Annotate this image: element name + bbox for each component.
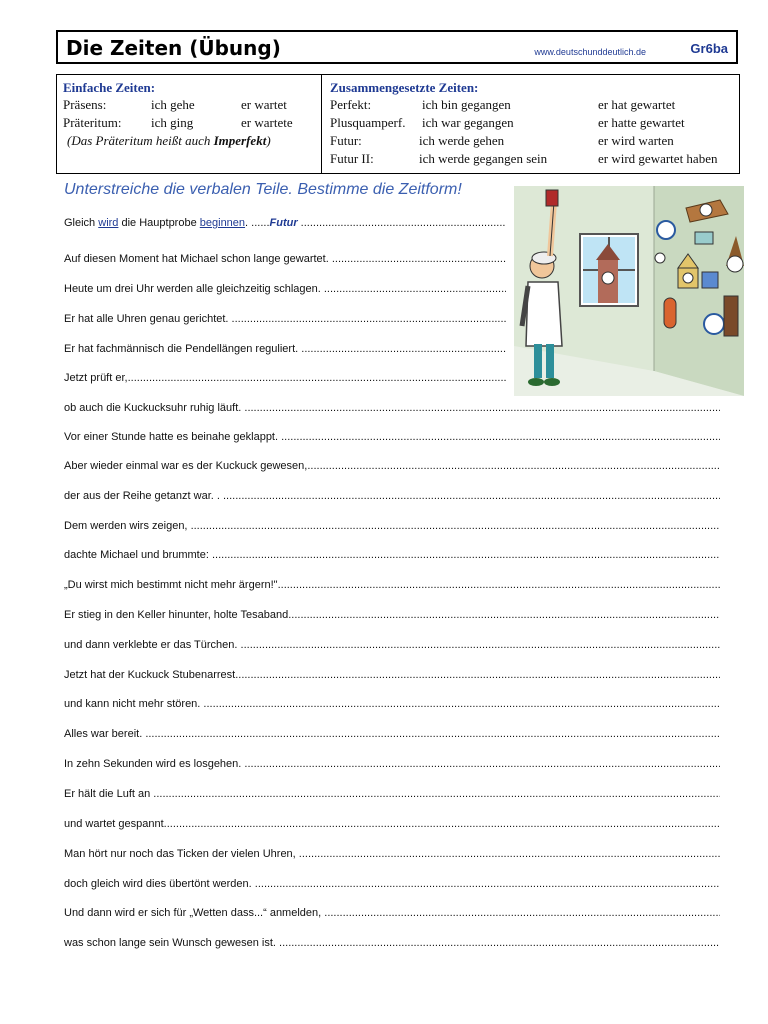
example-sentence [64, 217, 506, 231]
exercise-line[interactable] [64, 579, 720, 593]
sentence-text: ob auch die Kuckucksuhr ruhig läuft. [64, 402, 245, 414]
tense-name: Futur: [330, 133, 362, 148]
clockmaker-illustration [514, 186, 744, 396]
note-text: (Das Präteritum heißt auch [67, 133, 214, 148]
sentence-text: und dann verklebte er das Türchen. [64, 639, 241, 651]
sentence-text: der aus der Reihe getanzt war. . [64, 490, 223, 502]
exercise-line[interactable] [64, 460, 720, 474]
compound-tenses-heading: Zusammengesetzte Zeiten: [330, 80, 479, 95]
tense-example-2: er wird warten [598, 133, 674, 148]
exercise-line[interactable] [64, 372, 506, 386]
exercise-line[interactable] [64, 431, 720, 445]
example-text: die Hauptprobe [118, 217, 200, 229]
worksheet-code: Gr6ba [690, 41, 728, 56]
exercise-line[interactable] [64, 402, 720, 416]
sentence-text: Man hört nur noch das Ticken der vielen Uhren, [64, 848, 299, 860]
tense-name: Präteritum: [63, 115, 122, 130]
imperfekt-note [67, 133, 271, 149]
exercise-line[interactable] [64, 728, 720, 742]
tense-example-1: ich war gegangen [422, 115, 514, 130]
exercise-line[interactable] [64, 937, 720, 951]
sentence-text: Und dann wird er sich für „Wetten dass...“ anmelden, [64, 907, 325, 919]
instruction: Unterstreiche die verbalen Teile. Bestimme die Zeitform! [64, 181, 462, 198]
tense-example-1: ich ging [151, 115, 194, 130]
exercise-line[interactable] [64, 490, 720, 504]
exercise-line[interactable] [64, 907, 720, 921]
sentence-text: Alles war bereit. [64, 728, 146, 740]
note-bold: Imperfekt [213, 133, 267, 148]
tense-example-2: er wartete [241, 115, 293, 130]
sentence-text: Er stieg in den Keller hinunter, holte Tesaband [64, 609, 289, 621]
exercise-line[interactable] [64, 818, 720, 832]
tense-name: Plusquamperf. [330, 115, 406, 130]
underlined-verb: wird [98, 217, 119, 229]
sentence-text: und wartet gespannt. [64, 818, 167, 830]
sentence-text: Jetzt prüft er, [64, 372, 128, 384]
sentence-text: Er hat fachmännisch die Pendellängen reguliert. [64, 343, 302, 355]
table-divider [321, 75, 322, 173]
tense-table [56, 74, 740, 174]
exercise-line[interactable] [64, 549, 720, 563]
sentence-text: Jetzt hat der Kuckuck Stubenarrest [64, 669, 236, 681]
sentence-text: In zehn Sekunden wird es losgehen. [64, 758, 245, 770]
tense-example-1: ich werde gegangen sein [419, 151, 548, 166]
sentence-text: Heute um drei Uhr werden alle gleichzeitig schlagen. [64, 283, 324, 295]
example-text: Gleich [64, 217, 99, 229]
title-box [56, 30, 738, 64]
tense-example-2: er wartet [241, 97, 287, 112]
exercise-line[interactable] [64, 669, 720, 683]
sentence-text: dachte Michael und brummte: [64, 549, 212, 561]
exercise-line[interactable] [64, 253, 506, 267]
exercise-line[interactable] [64, 343, 506, 357]
exercise-line[interactable] [64, 609, 720, 623]
sentence-text: Dem werden wirs zeigen, [64, 520, 191, 532]
tense-example-2: er hat gewartet [598, 97, 676, 112]
exercise-line[interactable] [64, 848, 720, 862]
exercise-line[interactable] [64, 788, 720, 802]
tense-example-1: ich werde gehen [419, 133, 505, 148]
site-url[interactable]: www.deutschunddeutlich.de [534, 47, 646, 57]
underlined-verb: beginnen [199, 217, 246, 229]
simple-tenses-heading: Einfache Zeiten: [63, 80, 156, 95]
exercise-line[interactable] [64, 698, 720, 712]
sentence-text: Vor einer Stunde hatte es beinahe geklappt. [64, 431, 282, 443]
tense-example-1: ich bin gegangen [422, 97, 511, 112]
exercise-line[interactable] [64, 520, 720, 534]
exercise-line[interactable] [64, 313, 506, 327]
sentence-text: Er hat alle Uhren genau gerichtet. [64, 313, 232, 325]
exercise-line[interactable] [64, 639, 720, 653]
exercise-line[interactable] [64, 283, 506, 297]
tense-name: Futur II: [330, 151, 374, 166]
sentence-text: Auf diesen Moment hat Michael schon lange gewartet. [64, 253, 332, 265]
note-text-end: ) [266, 133, 271, 148]
tense-name: Präsens: [63, 97, 107, 112]
sentence-text: „Du wirst mich bestimmt nicht mehr ärgern!" [64, 579, 278, 591]
exercise-line[interactable] [64, 758, 720, 772]
example-text: . ...... [245, 217, 270, 229]
sentence-text: Aber wieder einmal war es der Kuckuck gewesen, [64, 460, 308, 472]
sentence-text: und kann nicht mehr stören. [64, 698, 204, 710]
exercise-line[interactable] [64, 878, 720, 892]
sentence-text: doch gleich wird dies übertönt werden. [64, 878, 255, 890]
example-answer: Futur [269, 217, 298, 229]
tense-example-1: ich gehe [151, 97, 195, 112]
tense-name: Perfekt: [330, 97, 372, 112]
sentence-text: was schon lange sein Wunsch gewesen ist. [64, 937, 280, 949]
tense-example-2: er wird gewartet haben [598, 151, 718, 166]
sentence-text: Er hält die Luft an [64, 788, 154, 800]
tense-example-2: er hatte gewartet [598, 115, 685, 130]
page-title: Die Zeiten (Übung) [66, 36, 281, 60]
